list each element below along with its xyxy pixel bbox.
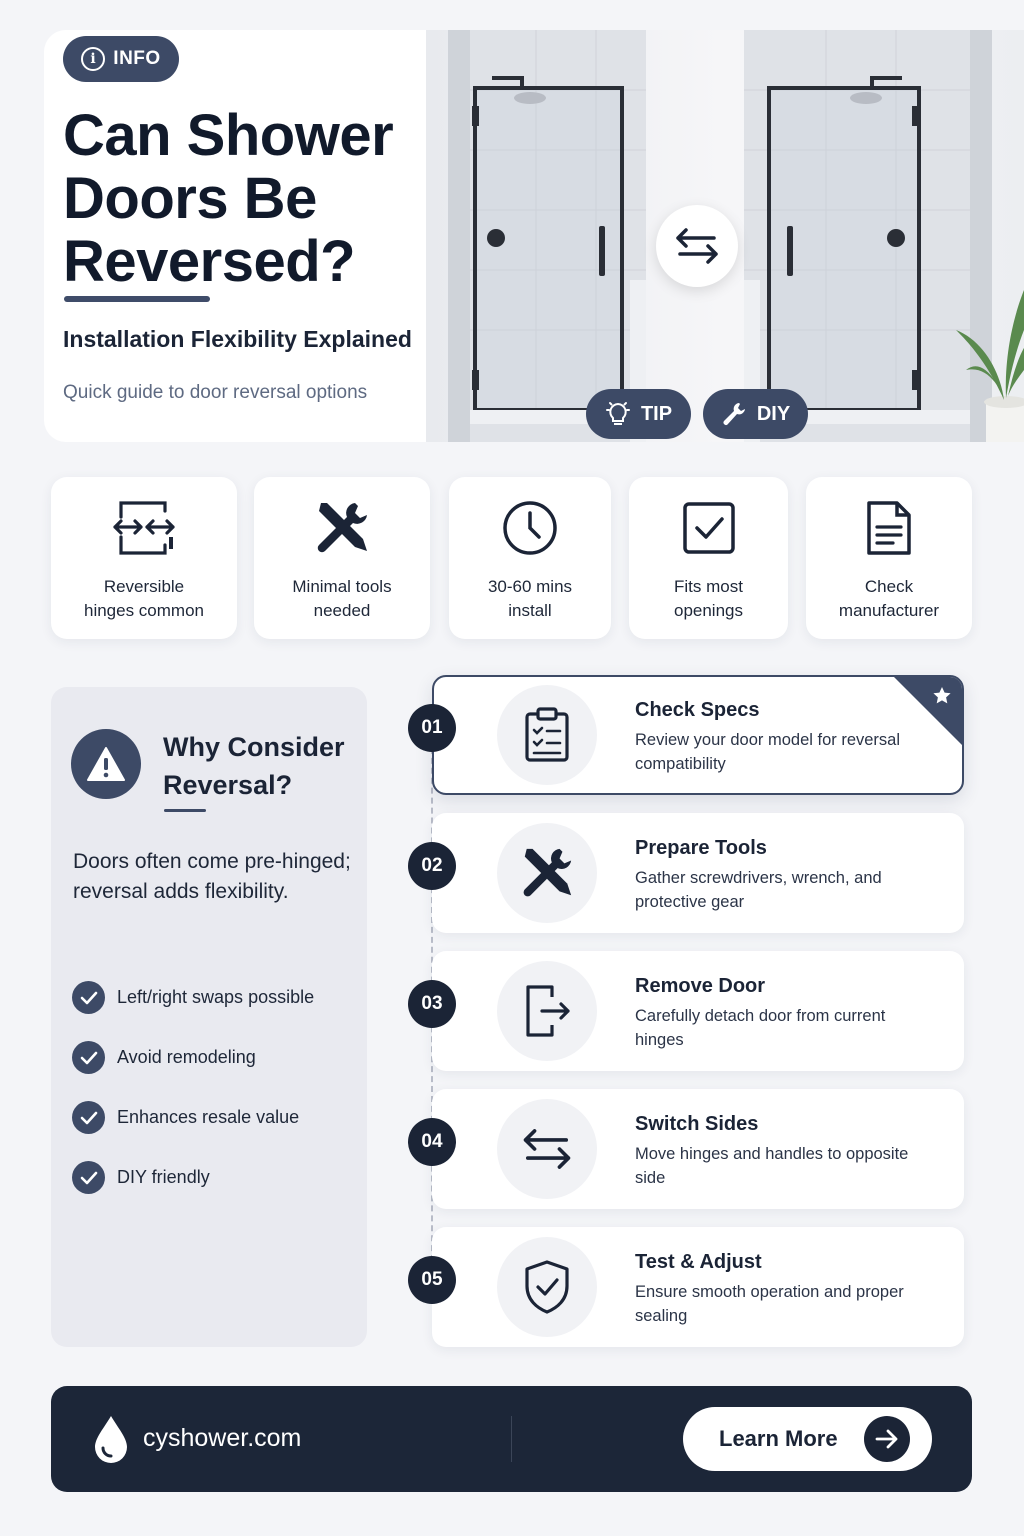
feature-label: 30-60 mins install [487, 577, 573, 620]
exit-door-icon [522, 983, 572, 1039]
feature-card [629, 477, 788, 639]
why-text: Doors often come pre-hinged; reversal adds flexibility. [73, 850, 351, 903]
checkbox-icon [680, 499, 738, 557]
document-icon [863, 499, 915, 557]
why-title: Why Consider Reversal? [163, 732, 345, 800]
benefit-label: Avoid remodeling [117, 1047, 256, 1067]
why-title-rule [164, 809, 206, 812]
step-title: Prepare Tools [635, 837, 767, 859]
feature-label: Reversible hinges common [83, 577, 204, 620]
benefit-item [72, 981, 314, 1014]
feature-card [254, 477, 430, 639]
warning-icon [86, 746, 126, 782]
step-title: Remove Door [635, 975, 766, 997]
step-title: Switch Sides [635, 1113, 759, 1135]
step-icon-circle [497, 961, 597, 1061]
lightbulb-icon [605, 400, 631, 428]
feature-label: Minimal tools needed [292, 577, 392, 620]
step-number: 01 [408, 704, 456, 752]
feature-label: Fits most openings [673, 577, 743, 620]
feature-card [806, 477, 972, 639]
check-circle-icon [72, 1161, 105, 1194]
tip-label: TIP [640, 402, 673, 425]
benefit-label: Enhances resale value [117, 1107, 300, 1127]
arrow-right-icon [864, 1416, 910, 1462]
step-number: 02 [408, 842, 456, 890]
reversible-hinge-icon [111, 499, 177, 557]
water-drop-icon [92, 1414, 130, 1464]
step-number: 04 [408, 1118, 456, 1166]
check-circle-icon [72, 1101, 105, 1134]
learn-more-button[interactable] [683, 1407, 932, 1471]
page-subtitle: Installation Flexibility Explained [63, 326, 412, 352]
feature-label: Check manufacturer [838, 577, 940, 620]
diy-pill[interactable] [703, 389, 808, 439]
diy-label: DIY [756, 402, 791, 425]
step-title: Check Specs [635, 699, 760, 721]
info-icon: i [81, 47, 105, 71]
warning-badge [71, 729, 141, 799]
step-number: 03 [408, 980, 456, 1028]
step-icon-circle [497, 685, 597, 785]
swap-arrows-icon [674, 226, 720, 266]
tip-pill[interactable] [586, 389, 691, 439]
benefit-label: DIY friendly [117, 1167, 210, 1187]
footer-divider [511, 1416, 512, 1462]
tools-icon [519, 845, 575, 901]
check-circle-icon [72, 1041, 105, 1074]
wrench-icon [721, 401, 747, 427]
step-desc: Review your door model for reversal compatibility [635, 731, 901, 773]
title-underline [64, 296, 210, 302]
step-desc: Move hinges and handles to opposite side [635, 1145, 909, 1187]
site-link[interactable]: cyshower.com [143, 1424, 302, 1452]
clock-icon [501, 499, 559, 557]
benefit-item [72, 1101, 299, 1134]
info-badge-label: INFO [113, 48, 161, 69]
step-title: Test & Adjust [635, 1251, 762, 1273]
swap-button[interactable] [656, 205, 738, 287]
learn-more-label: Learn More [719, 1426, 838, 1451]
step-icon-circle [497, 1099, 597, 1199]
info-badge [63, 36, 179, 82]
step-desc: Gather screwdrivers, wrench, and protective gear [635, 869, 882, 911]
clipboard-icon [523, 706, 571, 764]
swap-arrows-icon [521, 1126, 573, 1172]
lead-text: Quick guide to door reversal options [63, 382, 368, 403]
benefit-label: Left/right swaps possible [117, 987, 315, 1007]
benefit-item [72, 1041, 256, 1074]
shield-check-icon [522, 1258, 572, 1316]
feature-card [449, 477, 611, 639]
step-icon-circle [497, 823, 597, 923]
page-title: Can Shower Doors Be Reversed? [63, 103, 394, 294]
step-desc: Carefully detach door from current hinges [635, 1007, 886, 1049]
step-desc: Ensure smooth operation and proper sealing [635, 1283, 904, 1325]
step-icon-circle [497, 1237, 597, 1337]
benefit-item [72, 1161, 210, 1194]
check-circle-icon [72, 981, 105, 1014]
feature-card [51, 477, 237, 639]
step-number: 05 [408, 1256, 456, 1304]
tools-icon [313, 499, 371, 557]
